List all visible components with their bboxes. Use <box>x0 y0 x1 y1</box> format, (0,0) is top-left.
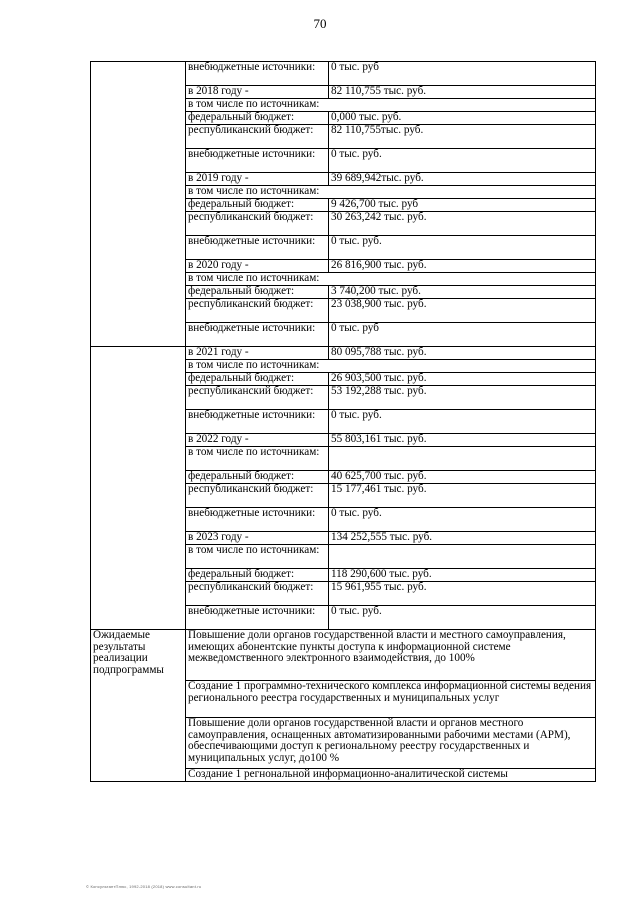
funding-label: в 2018 году - <box>186 86 329 99</box>
funding-value: 30 263,242 тыс. руб. <box>329 212 596 236</box>
funding-label: в 2022 году - <box>186 434 329 447</box>
funding-value: 0 тыс. руб. <box>329 606 596 630</box>
funding-label: в 2020 году - <box>186 260 329 273</box>
funding-value: 134 252,555 тыс. руб. <box>329 532 596 545</box>
result-item: Создание 1 регнональной информационно-аналитической системы <box>186 769 596 782</box>
funding-label: внебюджетные источники: <box>186 149 329 173</box>
funding-value: 53 192,288 тыс. руб. <box>329 386 596 410</box>
funding-value: 3 740,200 тыс. руб. <box>329 286 596 299</box>
result-item: Повышение доли органов государственной власти и местного самоуправления, имеющих абонентские пункты доступа к информационной системе межведомственного электронного взаимодействия, до 100% <box>186 630 596 681</box>
funding-label: внебюджетные источники: <box>186 606 329 630</box>
funding-label: федеральный бюджет: <box>186 373 329 386</box>
funding-value: 55 803,161 тыс. руб. <box>329 434 596 447</box>
funding-table-body <box>91 62 596 782</box>
funding-row <box>91 62 596 86</box>
funding-label: республиканский бюджет: <box>186 299 329 323</box>
funding-value: 118 290,600 тыс. руб. <box>329 569 596 582</box>
funding-value: 26 903,500 тыс. руб. <box>329 373 596 386</box>
left-empty-cell <box>91 62 186 347</box>
funding-table <box>90 61 596 782</box>
funding-label: республиканский бюджет: <box>186 212 329 236</box>
funding-label: республиканский бюджет: <box>186 386 329 410</box>
result-row <box>91 630 596 681</box>
funding-value <box>329 447 596 471</box>
funding-label: федеральный бюджет: <box>186 286 329 299</box>
funding-value: 40 625,700 тыс. руб. <box>329 471 596 484</box>
funding-label: в 2021 году - <box>186 347 329 360</box>
funding-subheader: в том числе по источникам: <box>186 273 596 286</box>
funding-label: федеральный бюджет: <box>186 471 329 484</box>
funding-label: внебюджетные источники: <box>186 508 329 532</box>
page-number: 70 <box>313 16 327 31</box>
funding-subheader: в том числе по источникам: <box>186 99 596 112</box>
left-empty-cell <box>91 347 186 630</box>
funding-value: 0 тыс. руб <box>329 323 596 347</box>
funding-value: 0 тыс. руб. <box>329 508 596 532</box>
footer-note: © КонсультантПлюс, 1992-2018 (2018) www.consultant.ru <box>86 884 202 889</box>
funding-label: внебюджетные источники: <box>186 323 329 347</box>
funding-value: 39 689,942тыс. руб. <box>329 173 596 186</box>
funding-label: республиканский бюджет: <box>186 125 329 149</box>
funding-label: в том числе по источникам: <box>186 545 329 569</box>
funding-value: 0 тыс. руб <box>329 62 596 86</box>
funding-label: федеральный бюджет: <box>186 199 329 212</box>
funding-value: 0 тыс. руб. <box>329 410 596 434</box>
results-label: Ожидаемые результаты реализации подпрограммы <box>91 630 186 782</box>
funding-value: 0 тыс. руб. <box>329 236 596 260</box>
funding-value: 0,000 тыс. руб. <box>329 112 596 125</box>
funding-row <box>91 347 596 360</box>
funding-value: 26 816,900 тыс. руб. <box>329 260 596 273</box>
funding-label: в 2023 году - <box>186 532 329 545</box>
funding-value: 15 961,955 тыс. руб. <box>329 582 596 606</box>
funding-label: внебюджетные источники: <box>186 236 329 260</box>
funding-label: в том числе по источникам: <box>186 447 329 471</box>
funding-value: 0 тыс. руб. <box>329 149 596 173</box>
funding-label: внебюджетные источники: <box>186 410 329 434</box>
funding-value: 9 426,700 тыс. руб <box>329 199 596 212</box>
funding-value <box>329 545 596 569</box>
funding-value: 23 038,900 тыс. руб. <box>329 299 596 323</box>
funding-label: внебюджетные источники: <box>186 62 329 86</box>
funding-label: республиканский бюджет: <box>186 484 329 508</box>
result-item: Повышение доли органов государственной власти и органов местного самоуправления, оснащенных автоматизированными рабочими местами (АРМ), обеспечивающими доступ к региональному реестру государственных и муниципальных услуг, до100 % <box>186 718 596 769</box>
funding-value: 80 095,788 тыс. руб. <box>329 347 596 360</box>
funding-subheader: в том числе по источникам: <box>186 186 596 199</box>
funding-value: 82 110,755 тыс. руб. <box>329 86 596 99</box>
funding-label: республиканский бюджет: <box>186 582 329 606</box>
funding-value: 15 177,461 тыс. руб. <box>329 484 596 508</box>
result-item: Создание 1 программно-технического комплекса информационной системы ведения регионального реестра государственных и муниципальных услуг <box>186 681 596 718</box>
funding-value: 82 110,755тыс. руб. <box>329 125 596 149</box>
funding-label: федеральный бюджет: <box>186 569 329 582</box>
funding-subheader: в том числе по источникам: <box>186 360 596 373</box>
funding-label: федеральный бюджет: <box>186 112 329 125</box>
funding-label: в 2019 году - <box>186 173 329 186</box>
